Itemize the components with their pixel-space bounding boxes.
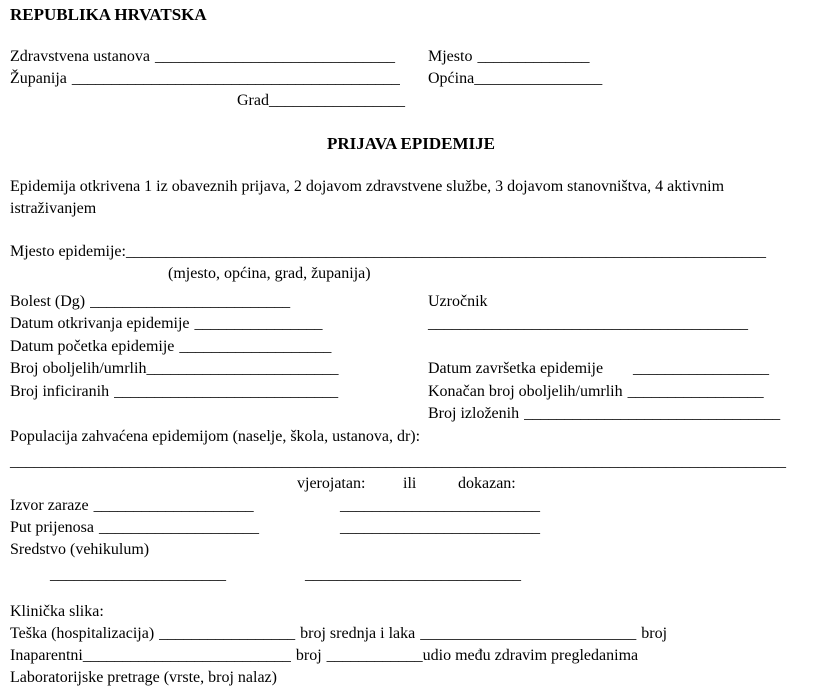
laboratorijske-label: Laboratorijske pretrage (vrste, broj nalaz) bbox=[10, 669, 277, 686]
broj-oboljelih-field[interactable]: ________________________ bbox=[146, 360, 339, 377]
populacija-label: Populacija zahvaćena epidemijom (naselje, škola, ustanova, dr): bbox=[10, 428, 421, 445]
mjesto-label: Mjesto bbox=[428, 48, 473, 65]
srednja-laka-field[interactable]: ___________________________ bbox=[420, 625, 637, 642]
broj-srednja-laka-label: broj srednja i laka bbox=[300, 625, 416, 642]
put-prijenosa-dokazan-field[interactable]: _________________________ bbox=[340, 519, 540, 536]
header-row-3 bbox=[237, 91, 812, 111]
opcina-field[interactable]: ________________ bbox=[474, 70, 603, 87]
uzrocnik-field[interactable]: ________________________________________ bbox=[428, 315, 748, 332]
broj-inficiranih-label: Broj inficiranih bbox=[10, 383, 110, 400]
teska-row bbox=[10, 624, 812, 644]
bolest-field[interactable]: _________________________ bbox=[90, 293, 291, 310]
header-row-2 bbox=[10, 69, 812, 89]
mjesto-field[interactable]: ______________ bbox=[477, 48, 590, 65]
konacan-broj-label: Konačan broj oboljelih/umrlih bbox=[428, 383, 623, 400]
mjesto-epidemije-field[interactable]: ________________________________________________________________________________ bbox=[125, 243, 766, 260]
izvor-zaraze-label: Izvor zaraze bbox=[10, 497, 89, 514]
datum-zavrsetka-label: Datum završetka epidemije bbox=[428, 360, 604, 377]
datum-otkrivanja-label: Datum otkrivanja epidemije bbox=[10, 315, 190, 332]
zupanija-field[interactable]: _________________________________________ bbox=[71, 70, 400, 87]
sredstvo-vjerojatan-field[interactable]: ______________________ bbox=[50, 566, 226, 583]
datum-pocetka-label: Datum početka epidemije bbox=[10, 338, 175, 355]
izvor-zaraze-vjerojatan-field[interactable]: ____________________ bbox=[93, 497, 254, 514]
bolest-label: Bolest (Dg) bbox=[10, 293, 86, 310]
broj-label: broj bbox=[641, 625, 668, 642]
udio-field[interactable]: ____________ bbox=[326, 647, 423, 664]
broj-inficiranih-row bbox=[10, 382, 812, 402]
mjesto-epidemije-hint: (mjesto, općina, grad, županija) bbox=[168, 265, 371, 282]
zdravstvena-ustanova-label: Zdravstvena ustanova bbox=[10, 48, 150, 65]
vjerojatan-label: vjerojatan: bbox=[297, 475, 366, 492]
izvor-zaraze-row bbox=[10, 496, 812, 516]
sredstvo-dokazan-field[interactable]: ___________________________ bbox=[305, 566, 521, 583]
country-title: REPUBLIKA HRVATSKA bbox=[10, 5, 207, 24]
broj-izlozenih-field[interactable]: ________________________________ bbox=[524, 405, 781, 422]
ili-label: ili bbox=[403, 475, 417, 492]
broj-oboljelih-row bbox=[10, 359, 812, 379]
bolest-row bbox=[10, 292, 812, 312]
mjesto-epidemije-label: Mjesto epidemije: bbox=[10, 243, 126, 260]
teska-field[interactable]: _________________ bbox=[159, 625, 296, 642]
put-prijenosa-label: Put prijenosa bbox=[10, 519, 94, 536]
zupanija-label: Županija bbox=[10, 70, 67, 87]
inaparentni-label: Inaparentni bbox=[10, 647, 83, 664]
opcina-label: Općina bbox=[428, 70, 475, 87]
datum-pocetka-row bbox=[10, 337, 812, 357]
grad-label: Grad bbox=[237, 92, 269, 109]
header-row-1 bbox=[10, 47, 812, 67]
populacija-field[interactable]: _________________________________________________________________________________________________ bbox=[10, 453, 786, 470]
page-title: PRIJAVA EPIDEMIJE bbox=[327, 134, 495, 153]
broj-izlozenih-label: Broj izloženih bbox=[428, 405, 520, 422]
klinicka-slika-label: Klinička slika: bbox=[10, 603, 104, 620]
sredstvo-label: Sredstvo (vehikulum) bbox=[10, 541, 150, 558]
inaparentni-field[interactable]: __________________________ bbox=[82, 647, 291, 664]
grad-field[interactable]: _________________ bbox=[268, 92, 405, 109]
put-prijenosa-vjerojatan-field[interactable]: ____________________ bbox=[99, 519, 259, 536]
uzrocnik-label: Uzročnik bbox=[428, 293, 488, 310]
dokazan-label: dokazan: bbox=[458, 475, 516, 492]
inaparentni-row bbox=[10, 646, 812, 666]
datum-otkrivanja-row bbox=[10, 314, 812, 334]
broj-oboljelih-label: Broj oboljelih/umrlih bbox=[10, 360, 147, 377]
teska-label: Teška (hospitalizacija) bbox=[10, 625, 155, 642]
mjesto-epidemije-row bbox=[10, 242, 812, 262]
datum-zavrsetka-field[interactable]: _________________ bbox=[633, 360, 770, 377]
inaparentni-broj-label: broj bbox=[295, 647, 322, 664]
udio-label: udio među zdravim pregledanima bbox=[422, 647, 639, 664]
konacan-broj-field[interactable]: _________________ bbox=[627, 383, 764, 400]
zdravstvena-ustanova-field[interactable]: ______________________________ bbox=[154, 48, 395, 65]
broj-inficiranih-field[interactable]: ____________________________ bbox=[114, 383, 339, 400]
datum-pocetka-field[interactable]: ___________________ bbox=[179, 338, 332, 355]
intro-text: Epidemija otkrivena 1 iz obaveznih prijava, 2 dojavom zdravstvene službe, 3 dojavom stanovništva, 4 aktivnim istraživanjem bbox=[10, 178, 725, 217]
izvor-zaraze-dokazan-field[interactable]: _________________________ bbox=[340, 497, 540, 514]
put-prijenosa-row bbox=[10, 518, 812, 538]
datum-otkrivanja-field[interactable]: ________________ bbox=[194, 315, 323, 332]
